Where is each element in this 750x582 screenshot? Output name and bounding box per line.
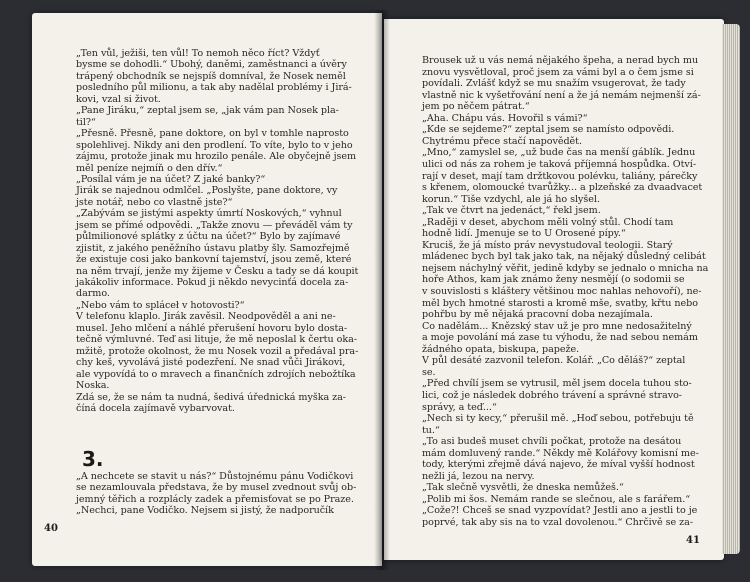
text-line: „Pane Jiráku,“ zeptal jsem se, „jak vám pan Nosek pla-: [76, 105, 339, 117]
text-line: nejsem náchylný věřit, jedině kdyby se jednalo o mnicha na: [422, 262, 709, 274]
text-line: půlmilionové splátky z účtu na účet?“ Bylo by zajímavé: [76, 231, 341, 243]
text-line: V telefonu klaplo. Jirák zavěsil. Neodpověděl a ani ne-: [76, 311, 336, 323]
text-line: tody, kterými zřejmě dává najevo, že míval vyšší hodnost: [422, 459, 695, 471]
text-line: jsem se přímé odpovědi. „Takže znovu — převáděl vám ty: [76, 219, 353, 231]
text-line: „Nech si ty kecy,“ přerušil mě. „Hoď sebou, potřebuju tě: [422, 413, 694, 425]
text-line: na něm trvají, jenže my žijeme v Česku a tady se dá koupit: [76, 265, 359, 277]
text-line: „Mno,“ zamyslel se, „už bude čas na menší gáblík. Jednu: [422, 147, 696, 159]
text-line: zájmu, protože jinak mu hrozilo penále. Ale obyčejně jsem: [76, 151, 357, 163]
text-line: „A nechcete se stavit u nás?“ Důstojnému pánu Vodičkovi: [76, 471, 354, 482]
text-line: s křenem, olomoucké tvarůžky... a plzeňské za dvaadvacet: [422, 182, 703, 194]
text-line: povídali. Zvlášť když se mu snažím vsugerovat, že tady: [422, 78, 686, 90]
left-page: [32, 13, 382, 566]
text-line: že existuje cosi jako bankovní tajemství, jsou země, které: [76, 254, 352, 266]
book-gutter: [374, 10, 390, 570]
text-line: hodně lidí. Jmenuje se to U Orosené pípy.“: [422, 228, 626, 240]
text-line: jemný těřich a rozplácly zadek a přemisťovat se po Praze.: [76, 493, 354, 505]
text-line: měl bych hmotné starosti a kromě mše, svatby, křtu nebo: [422, 297, 699, 309]
text-line: znovu vysvětloval, proč jsem za vámi byl a o čem jsme si: [422, 66, 694, 78]
text-line: „Nechci, pane Vodičko. Nejsem si jistý, že nadporučík: [76, 505, 334, 517]
text-line: poprvé, tak aby sis na to vzal dovolenou.“ Chrčivě se za-: [422, 517, 694, 528]
text-line: kovi, vzal si život.: [76, 93, 161, 105]
text-line: Chytrému přece stačí napovědět.: [422, 135, 582, 147]
text-line: mládenec bych byl tak jako tak, na nějaký důsledný celibát: [422, 251, 706, 263]
text-line: Zdá se, že se nám ta nudná, šedivá úřednická myška za-: [76, 391, 347, 403]
text-line: žádného opata, biskupa, papeže.: [422, 343, 580, 355]
text-line: jakákoliv informace. Pokud ji někdo nevycinťá docela za-: [76, 277, 349, 288]
page-number: 41: [686, 535, 700, 546]
text-line: „Cože?! Chceš se snad vyzpovídat? Jestli ano a jestli to je: [422, 505, 698, 517]
text-line: til?“: [76, 116, 96, 128]
text-line: Jirák se najednou odmlčel. „Poslyšte, pane doktore, vy: [76, 185, 338, 197]
text-line: lici, což je následek dobrého trávení a správné stravo-: [422, 389, 683, 401]
page-number: 40: [44, 523, 58, 534]
text-line: v souvislosti s kláštery většinou moc nahlas nehovoří), ne-: [422, 286, 702, 297]
text-line: „Ten vůl, ježiši, ten vůl! To nemoh něco říct? Vždyť: [76, 48, 320, 59]
text-line: „Tak slečně vysvětli, že dneska nemůžeš.“: [422, 482, 624, 494]
text-line: spolehlivej. Nikdy ani den prodlení. To víte, bylo to v jeho: [76, 139, 353, 151]
chapter-number: 3.: [82, 447, 104, 471]
text-line: ale vypovídá to o mravech a finančních zdrojích nebožtíka: [76, 368, 356, 380]
text-line: chy keš, vyvolává jisté podezření. Ne snad vůči Jirákovi,: [76, 357, 346, 369]
text-line: posledního půl milionu, a tak aby nadělal problémy i Jirá-: [76, 82, 352, 94]
text-line: darmo.: [76, 288, 110, 300]
text-line: „Aha. Chápu vás. Hovořil s vámi?“: [422, 112, 588, 124]
text-line: měl peníze nejmíň o den dřív.“: [76, 162, 223, 174]
text-line: „Před chvílí jsem se vytrusil, měl jsem docela tuhou sto-: [422, 378, 692, 390]
text-line: „Posílal vám je na účet? Z jaké banky?“: [76, 173, 266, 185]
text-line: nežli já, lezou na nervy.: [422, 470, 535, 482]
text-line: jste notář, nebo co vlastně jste?“: [76, 196, 233, 208]
text-line: V půl desáté zazvonil telefon. Kolář. „Co děláš?“ zeptal: [422, 355, 686, 367]
text-line: rají v deset, mají tam držtkovou polévku, taliány, párečky: [422, 170, 698, 182]
text-line: se nezamlouvala představa, že by musel zvednout svůj ob-: [76, 482, 357, 494]
text-line: korun.“ Tiše vzdychl, ale já ho slyšel.: [422, 193, 600, 205]
text-line: „Zabývám se jistými aspekty úmrtí Noskových,“ vyhnul: [76, 208, 342, 220]
text-line: správy, a teď...“: [422, 401, 497, 413]
text-line: jem po něčem pátrat.“: [422, 101, 530, 113]
text-line: „Raději v deset, abychom měli volný stůl. Chodí tam: [422, 216, 674, 228]
text-line: musel. Jeho mlčení a náhlé přerušení hovoru bylo dosta-: [76, 322, 348, 334]
text-line: Noska.: [76, 380, 110, 392]
text-line: „Kde se sejdeme?“ zeptal jsem se namísto odpovědi.: [422, 124, 675, 136]
text-line: „To asi budeš muset chvíli počkat, protože na desátou: [422, 436, 682, 448]
text-line: číná docela zajímavě vybarvovat.: [76, 402, 235, 414]
text-line: „Polib mi šos. Nemám rande se slečnou, ale s farářem.“: [422, 493, 691, 505]
text-line: „Přesně. Přesně, pane doktore, on byl v tomhle naprosto: [76, 128, 349, 140]
text-line: zjistit, z jakého peněžního ústavu platby šly. Samozřejmě: [76, 242, 350, 254]
text-line: Co nadělám... Knězský stav už je pro mne nedosažitelný: [422, 320, 692, 332]
text-line: a moje povolání má zase tu výhodu, že nad sebou nemám: [422, 332, 698, 344]
text-line: se.: [422, 366, 436, 378]
page-edges: [722, 24, 740, 554]
text-line: „Tak ve čtvrt na jedenáct,“ řekl jsem.: [422, 205, 601, 217]
text-line: Kruciš, že já místo práv nevystudoval teologii. Starý: [422, 239, 673, 251]
text-line: „Nebo vám to spláceł v hotovosti?“: [76, 299, 245, 311]
text-line: vlastně nic k vyšetřování není a že já nemám nejmenší zá-: [422, 89, 701, 101]
text-line: tečně výmluvné. Teď asi lituje, že mě neposlal k čertu oka-: [76, 334, 357, 346]
text-line: trápený obchodník se nejspíš domníval, že Nosek neměl: [76, 70, 346, 82]
text-line: bysme se dohodli.“ Ubohý, daněmi, zaměstnanci a úvěry: [76, 59, 347, 71]
text-line: ulici od nás za rohem je taková příjemná hospůdka. Otví-: [422, 158, 697, 170]
text-line: mám domluvený rande.“ Někdy mě Kolářovy komisní me-: [422, 447, 699, 459]
right-page: [384, 19, 724, 560]
text-line: Brousek už u vás nemá nějakého špeha, a nerad bych mu: [422, 55, 699, 66]
text-line: mžitě, protože okolnost, že mu Nosek vozil a předával pra-: [76, 345, 359, 357]
text-line: pohřbu by mě nějaká pracovní doba nezajímala.: [422, 309, 653, 321]
text-line: tu.“: [422, 424, 440, 436]
text-line: hoře Athos, kam jak známo ženy nesmějí (o sodomii se: [422, 274, 685, 286]
